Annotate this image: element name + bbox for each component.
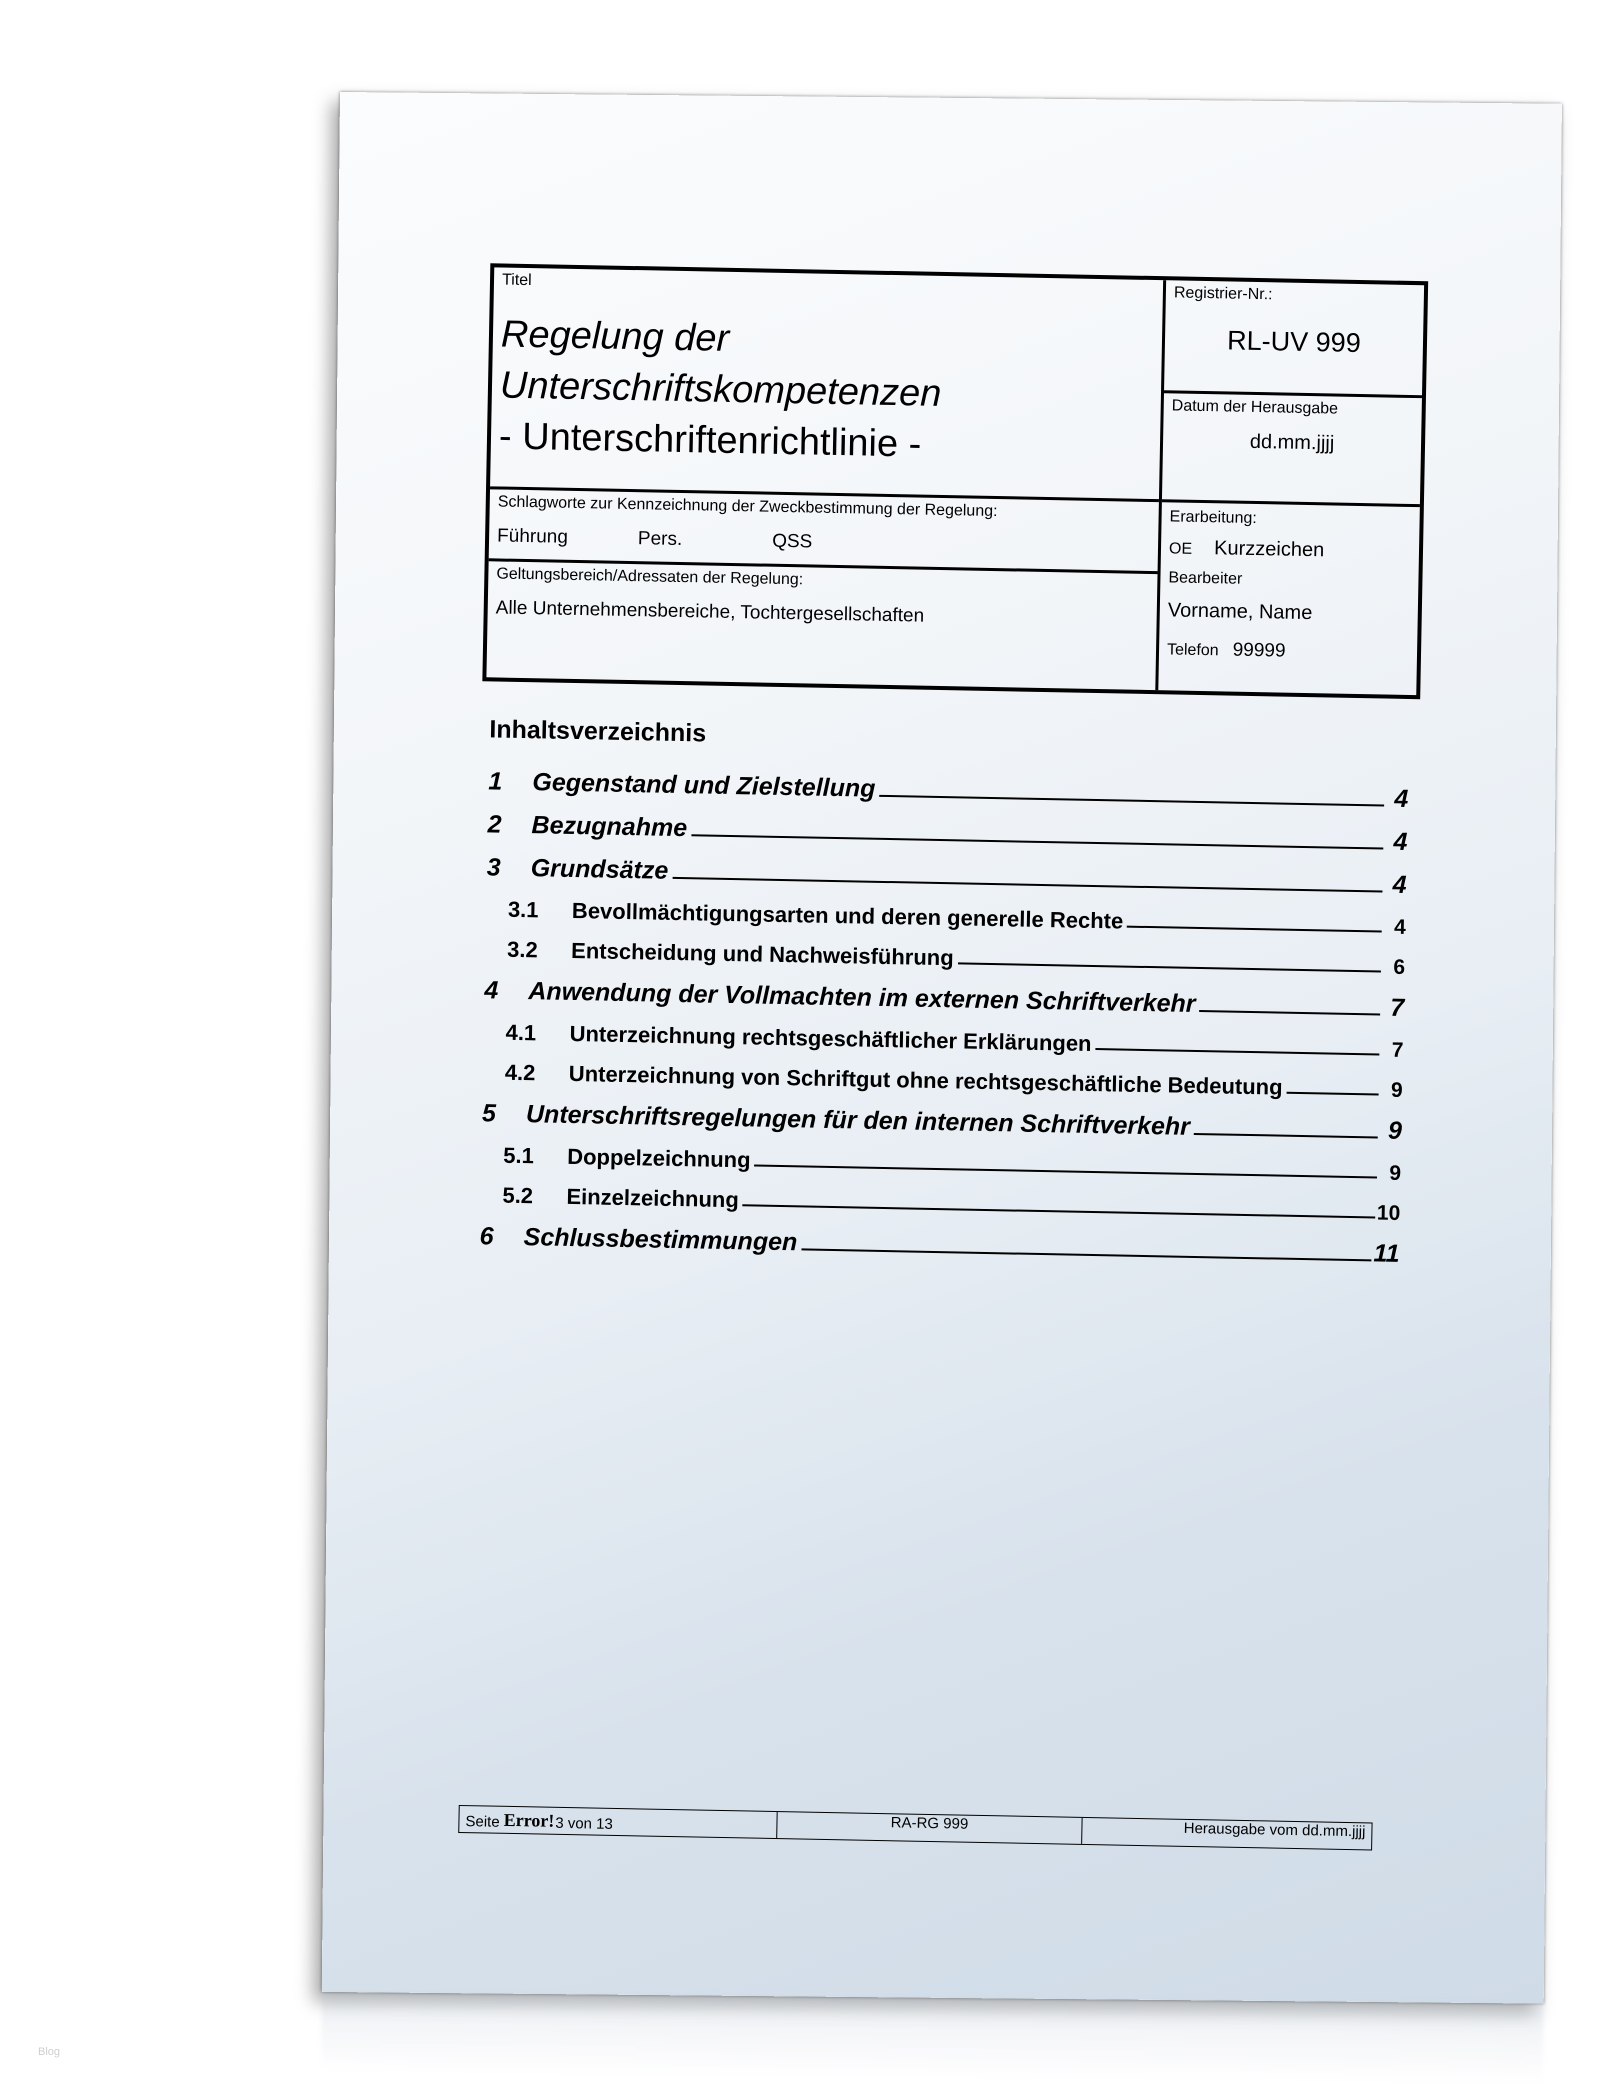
- document-page: [322, 92, 1562, 2004]
- toc-entry-label: Entscheidung und Nachweisführung: [570, 937, 954, 971]
- toc-entry-label: Unterschriftsregelungen für den internen Schriftverkehr: [525, 1100, 1191, 1141]
- oe-value: Kurzzeichen: [1213, 537, 1325, 562]
- footer-issue: Herausgabe vom dd.mm.jjjj: [1183, 1819, 1366, 1841]
- editor-label: Bearbeiter: [1168, 569, 1243, 588]
- toc-entry-label: Bezugnahme: [531, 811, 688, 843]
- toc-entry-number: 4: [484, 976, 499, 1005]
- toc-entry-number: 4.2: [504, 1059, 536, 1086]
- toc-title: Inhaltsverzeichnis: [489, 715, 707, 748]
- header-box: [482, 263, 1428, 699]
- keyword-item: Führung: [496, 525, 569, 548]
- toc-entry-number: 3: [486, 853, 501, 882]
- date-label: Datum der Herausgabe: [1171, 397, 1339, 418]
- keywords-label: Schlagworte zur Kennzeichnung der Zweckbestimmung der Regelung:: [497, 493, 998, 521]
- toc-leader-line: [1286, 1091, 1378, 1096]
- scope-label: Geltungsbereich/Adressaten der Regelung:: [496, 565, 804, 589]
- toc-leader-line: [1194, 1132, 1378, 1139]
- footer-page-cell: [459, 1806, 777, 1838]
- phone-label: Telefon: [1166, 641, 1219, 660]
- title-line-1: Regelung der: [500, 313, 730, 360]
- toc-entry-number: 4.1: [505, 1019, 537, 1046]
- toc-entry-label: Bevollmächtigungsarten und deren generelle Rechte: [571, 897, 1124, 934]
- toc-entry-page: 7: [1390, 993, 1405, 1022]
- editor-value: Vorname, Name: [1167, 599, 1313, 625]
- scope-cell: [486, 561, 1157, 690]
- toc-entry-label: Einzelzeichnung: [566, 1183, 740, 1213]
- page-footer: [458, 1805, 1372, 1851]
- toc-entry-number: 3.1: [507, 896, 539, 923]
- toc-entry-number: 6: [479, 1222, 494, 1251]
- toc-leader-line: [1095, 1047, 1379, 1055]
- phone-row: [1159, 622, 1418, 665]
- date-value: dd.mm.jjjj: [1249, 430, 1335, 455]
- toc-leader-line: [958, 961, 1381, 972]
- toc-entry-page: 11: [1373, 1239, 1400, 1268]
- toc-entry-number: 5.1: [503, 1142, 535, 1169]
- prepared-label: Erarbeitung:: [1169, 508, 1257, 528]
- toc-leader-line: [1199, 1009, 1380, 1015]
- footer-doc-code-cell: [777, 1812, 1082, 1844]
- oe-row: [1161, 526, 1420, 564]
- keyword-item: Pers.: [637, 528, 683, 551]
- table-of-contents: [479, 753, 1408, 1269]
- toc-entry-label: Schlussbestimmungen: [523, 1223, 798, 1257]
- keyword-item: QSS: [772, 530, 813, 553]
- toc-entry-page: 10: [1376, 1201, 1401, 1225]
- title-line-3: - Unterschriftenrichtlinie -: [498, 415, 922, 466]
- keywords-cell: [489, 489, 1159, 574]
- header-left-column: [486, 267, 1166, 690]
- toc-entry-page: 9: [1387, 1116, 1403, 1145]
- toc-entry-label: Unterzeichnung von Schriftgut ohne rechtsgeschäftliche Bedeutung: [568, 1060, 1283, 1100]
- toc-entry-page: 7: [1391, 1038, 1404, 1062]
- toc-entry-label: Gegenstand und Zielstellung: [532, 768, 876, 803]
- toc-entry-page: 6: [1393, 955, 1406, 979]
- toc-entry-number: 2: [487, 810, 502, 839]
- toc-leader-line: [801, 1247, 1371, 1261]
- title-line-2: Unterschriftskompetenzen: [499, 364, 942, 415]
- toc-entry-page: 9: [1389, 1161, 1402, 1185]
- toc-entry-label: Doppelzeichnung: [566, 1143, 751, 1173]
- title-label: Titel: [501, 271, 532, 290]
- footer-doc-code: RA-RG 999: [890, 1814, 969, 1833]
- footer-page-suffix: 3 von 13: [555, 1814, 613, 1833]
- document-title: [491, 289, 1163, 475]
- date-cell: [1162, 393, 1422, 507]
- toc-entry-label: Anwendung der Vollmachten im externen Schriftverkehr: [528, 977, 1196, 1018]
- registry-value: RL-UV 999: [1226, 325, 1362, 359]
- watermark-text: Blog: [38, 2046, 61, 2058]
- toc-entry-page: 4: [1394, 784, 1409, 813]
- oe-label: OE: [1168, 540, 1193, 558]
- registry-cell: [1164, 280, 1424, 398]
- toc-leader-line: [1127, 925, 1382, 933]
- toc-entry-number: 5.2: [502, 1182, 534, 1209]
- toc-entry-page: 4: [1393, 827, 1408, 856]
- scope-value: Alle Unternehmensbereiche, Tochtergesellschaften: [495, 597, 925, 627]
- header-right-column: [1158, 280, 1424, 695]
- toc-entry-page: 9: [1390, 1078, 1403, 1102]
- footer-issue-cell: [1082, 1818, 1371, 1850]
- footer-page-prefix: Seite: [465, 1813, 500, 1831]
- phone-value: 99999: [1232, 639, 1286, 662]
- toc-entry-number: 5: [481, 1099, 497, 1128]
- toc-entry-number: 3.2: [506, 936, 539, 963]
- page-content: [305, 90, 1563, 2013]
- prepared-cell: [1158, 502, 1420, 695]
- title-cell: [490, 267, 1163, 502]
- toc-entry-label: Unterzeichnung rechtsgeschäftlicher Erklärungen: [569, 1020, 1092, 1056]
- footer-page-error: Error!: [503, 1809, 555, 1831]
- toc-entry-label: Grundsätze: [530, 854, 669, 885]
- toc-entry-page: 4: [1392, 870, 1407, 899]
- toc-entry-page: 4: [1393, 915, 1407, 939]
- toc-entry-number: 1: [488, 767, 503, 796]
- registry-label: Registrier-Nr.:: [1173, 284, 1273, 304]
